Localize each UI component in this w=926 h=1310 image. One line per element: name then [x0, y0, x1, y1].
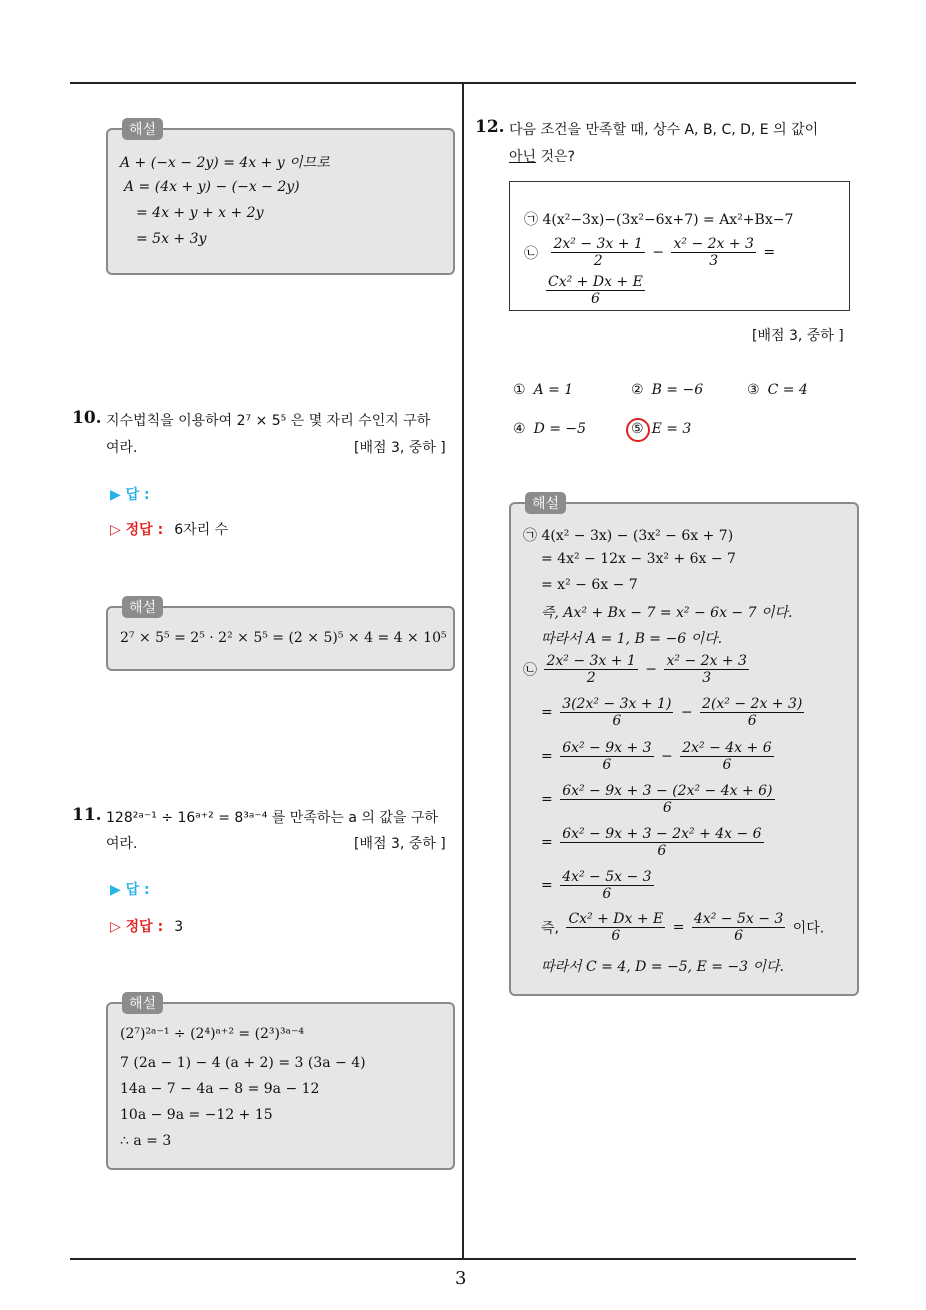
choice-mark: ③	[747, 382, 760, 398]
denominator: 6	[612, 713, 622, 729]
numerator: x² − 2x + 3	[666, 653, 747, 669]
denominator: 2	[586, 670, 596, 686]
choice-text: D = −5	[533, 421, 587, 437]
condition-mark: ㉡	[523, 662, 537, 679]
denominator: 3	[709, 253, 719, 269]
q9-solution-box	[106, 122, 455, 275]
denominator: 6	[602, 757, 612, 773]
choice-mark: ②	[631, 382, 644, 398]
denominator: 6	[611, 928, 621, 944]
solution-fraction-row: = $\frac{\text{6x² − 9x + 3 − 2x² + 4x − 6}}{6}$	[541, 826, 762, 859]
solution-line: (2⁷)²ᵃ⁻¹ ÷ (2⁴)ᵃ⁺² = (2³)³ᵃ⁻⁴	[120, 1026, 305, 1042]
choice-4[interactable]	[513, 421, 586, 437]
numerator: Cx² + Dx + E	[568, 911, 664, 927]
answer-label: ▶ 답 :	[110, 882, 150, 898]
solution-fraction-row: = $\frac{\text{3(2x² − 3x + 1)}}{6}$ − $\frac{\text{2(x² − 2x + 3)}}{6}$	[541, 696, 803, 729]
solution-line: A + (−x − 2y) = 4x + y 이므로	[120, 155, 330, 171]
denominator: 6	[747, 713, 757, 729]
q12-solution-box	[509, 496, 859, 996]
question-text: 여라.	[106, 836, 138, 852]
choice-mark: ④	[513, 421, 526, 437]
numerator: 2x² − 4x + 6	[682, 740, 772, 756]
choice-text: C = 4	[767, 382, 808, 398]
question-text: 다음 조건을 만족할 때, 상수 A, B, C, D, E 의 값이	[509, 122, 819, 138]
fraction	[680, 740, 773, 773]
answer-key-label: ▷ 정답 :	[110, 522, 164, 538]
solution-word: 즉,	[541, 920, 559, 937]
choice-mark: ①	[513, 382, 526, 398]
question-number: 11.	[72, 805, 102, 825]
solution-line: ㉠ 4(x² − 3x) − (3x² − 6x + 7)	[523, 528, 734, 544]
fraction	[560, 783, 774, 816]
solution-line: 10a − 9a = −12 + 15	[120, 1107, 273, 1123]
numerator: 2(x² − 2x + 3)	[702, 696, 803, 712]
solution-tag: 해설	[122, 118, 163, 140]
question-text-rest: 것은?	[536, 149, 575, 165]
fraction	[692, 911, 785, 944]
q10-solution-box	[106, 600, 455, 671]
column-divider	[462, 84, 464, 1258]
denominator: 6	[722, 757, 732, 773]
fraction	[566, 911, 665, 944]
bottom-rule	[70, 1258, 856, 1260]
solution-fraction-row: ㉡ $\frac{\text{2x² − 3x + 1}}{2}$ − $\frac{\text{x² − 2x + 3}}{3}$	[523, 653, 747, 686]
condition-2: ㉡ $\frac{\text{2x² − 3x + 1}}{2}$ − $\frac{\text{x² − 2x + 3}}{3}$ =	[524, 236, 776, 269]
fraction	[560, 869, 653, 902]
underlined-word: 아닌	[509, 149, 537, 165]
solution-line: ∴ a = 3	[120, 1133, 172, 1149]
solution-line: 따라서 C = 4, D = −5, E = −3 이다.	[541, 959, 785, 975]
question-text-line2	[509, 146, 575, 166]
selected-answer-circle-icon	[626, 418, 650, 442]
answer-label: ▶ 답 :	[110, 487, 150, 503]
solution-line: 따라서 A = 1, B = −6 이다.	[541, 631, 723, 647]
answer-key-label: ▷ 정답 :	[110, 919, 164, 935]
condition-2-rhs	[546, 274, 645, 307]
choice-3[interactable]	[747, 382, 808, 398]
denominator: 6	[602, 886, 612, 902]
fraction	[664, 653, 748, 686]
solution-tag: 해설	[525, 492, 566, 514]
denominator: 6	[734, 928, 744, 944]
choice-2[interactable]	[631, 382, 703, 398]
question-text: 128²ᵃ⁻¹ ÷ 16ᵃ⁺² = 8³ᵃ⁻⁴ 를 만족하는 a 의 값을 구하	[106, 810, 438, 826]
fraction	[671, 236, 755, 269]
numerator: x² − 2x + 3	[673, 236, 754, 252]
fraction	[560, 826, 763, 859]
choice-text: B = −6	[651, 382, 704, 398]
solution-line: 14a − 7 − 4a − 8 = 9a − 12	[120, 1081, 320, 1097]
solution-line: 7 (2a − 1) − 4 (a + 2) = 3 (3a − 4)	[120, 1055, 366, 1071]
solution-line: = 4x + y + x + 2y	[136, 205, 264, 221]
points-label: [배점 3, 중하 ]	[752, 328, 844, 344]
conditions-box	[509, 181, 850, 311]
numerator: 6x² − 9x + 3 − 2x² + 4x − 6	[562, 826, 762, 842]
solution-fraction-row: = $\frac{\text{6x² − 9x + 3 − (2x² − 4x + 6)}}{6}$	[541, 783, 773, 816]
q11-solution-box	[106, 996, 455, 1170]
fraction	[546, 274, 645, 307]
denominator: 6	[657, 843, 667, 859]
numerator: Cx² + Dx + E	[548, 274, 643, 290]
numerator: 6x² − 9x + 3	[562, 740, 652, 756]
fraction	[560, 696, 673, 729]
fraction	[551, 236, 644, 269]
numerator: 2x² − 3x + 1	[546, 653, 636, 669]
solution-tag: 해설	[122, 596, 163, 618]
numerator: 3(2x² − 3x + 1)	[562, 696, 672, 712]
fraction	[560, 740, 653, 773]
solution-line: = 5x + 3y	[136, 231, 207, 247]
denominator: 6	[590, 291, 600, 307]
choice-mark: ⑤	[631, 421, 644, 437]
choice-1[interactable]	[513, 382, 573, 398]
question-text: 지수법칙을 이용하여 2⁷ × 5⁵ 은 몇 자리 수인지 구하	[106, 413, 431, 429]
answer-key-value: 6자리 수	[174, 522, 229, 538]
points-label: [배점 3, 중하 ]	[354, 440, 446, 456]
solution-line: = 4x² − 12x − 3x² + 6x − 7	[541, 551, 736, 567]
denominator: 3	[702, 670, 712, 686]
solution-tag: 해설	[122, 992, 163, 1014]
solution-fraction-row: 즉, $\frac{\text{Cx² + Dx + E}}{6}$ = $\frac{\text{4x² − 5x − 3}}{6}$ 이다.	[541, 911, 825, 944]
denominator: 2	[593, 253, 603, 269]
answer-key-row	[110, 519, 228, 539]
numerator: 4x² − 5x − 3	[693, 911, 784, 927]
numerator: 2x² − 3x + 1	[553, 236, 643, 252]
solution-line: = x² − 6x − 7	[541, 577, 638, 593]
answer-key-value: 3	[174, 919, 184, 935]
question-text: 여라.	[106, 440, 138, 456]
numerator: 4x² − 5x − 3	[562, 869, 652, 885]
solution-line: A = (4x + y) − (−x − 2y)	[124, 179, 300, 195]
answer-key-row	[110, 916, 183, 936]
numerator: 6x² − 9x + 3 − (2x² − 4x + 6)	[562, 783, 773, 799]
choice-text: E = 3	[651, 421, 692, 437]
points-label: [배점 3, 중하 ]	[354, 836, 446, 852]
condition-2-mark: ㉡	[524, 245, 538, 262]
condition-1: ㉠ 4(x²−3x)−(3x²−6x+7) = Ax²+Bx−7	[524, 212, 794, 228]
solution-fraction-row: = $\frac{\text{6x² − 9x + 3}}{6}$ − $\frac{\text{2x² − 4x + 6}}{6}$	[541, 740, 772, 773]
choice-text: A = 1	[533, 382, 574, 398]
solution-fraction-row: = $\frac{\text{4x² − 5x − 3}}{6}$	[541, 869, 652, 902]
fraction	[700, 696, 804, 729]
question-number: 12.	[475, 117, 505, 137]
fraction	[544, 653, 637, 686]
denominator: 6	[662, 800, 672, 816]
page-number: 3	[455, 1268, 467, 1289]
question-number: 10.	[72, 408, 102, 428]
solution-line: 즉, Ax² + Bx − 7 = x² − 6x − 7 이다.	[541, 605, 793, 621]
solution-word: 이다.	[792, 920, 825, 937]
solution-line: 2⁷ × 5⁵ = 2⁵ · 2² × 5⁵ = (2 × 5)⁵ × 4 = 4 × 10⁵	[120, 630, 447, 646]
